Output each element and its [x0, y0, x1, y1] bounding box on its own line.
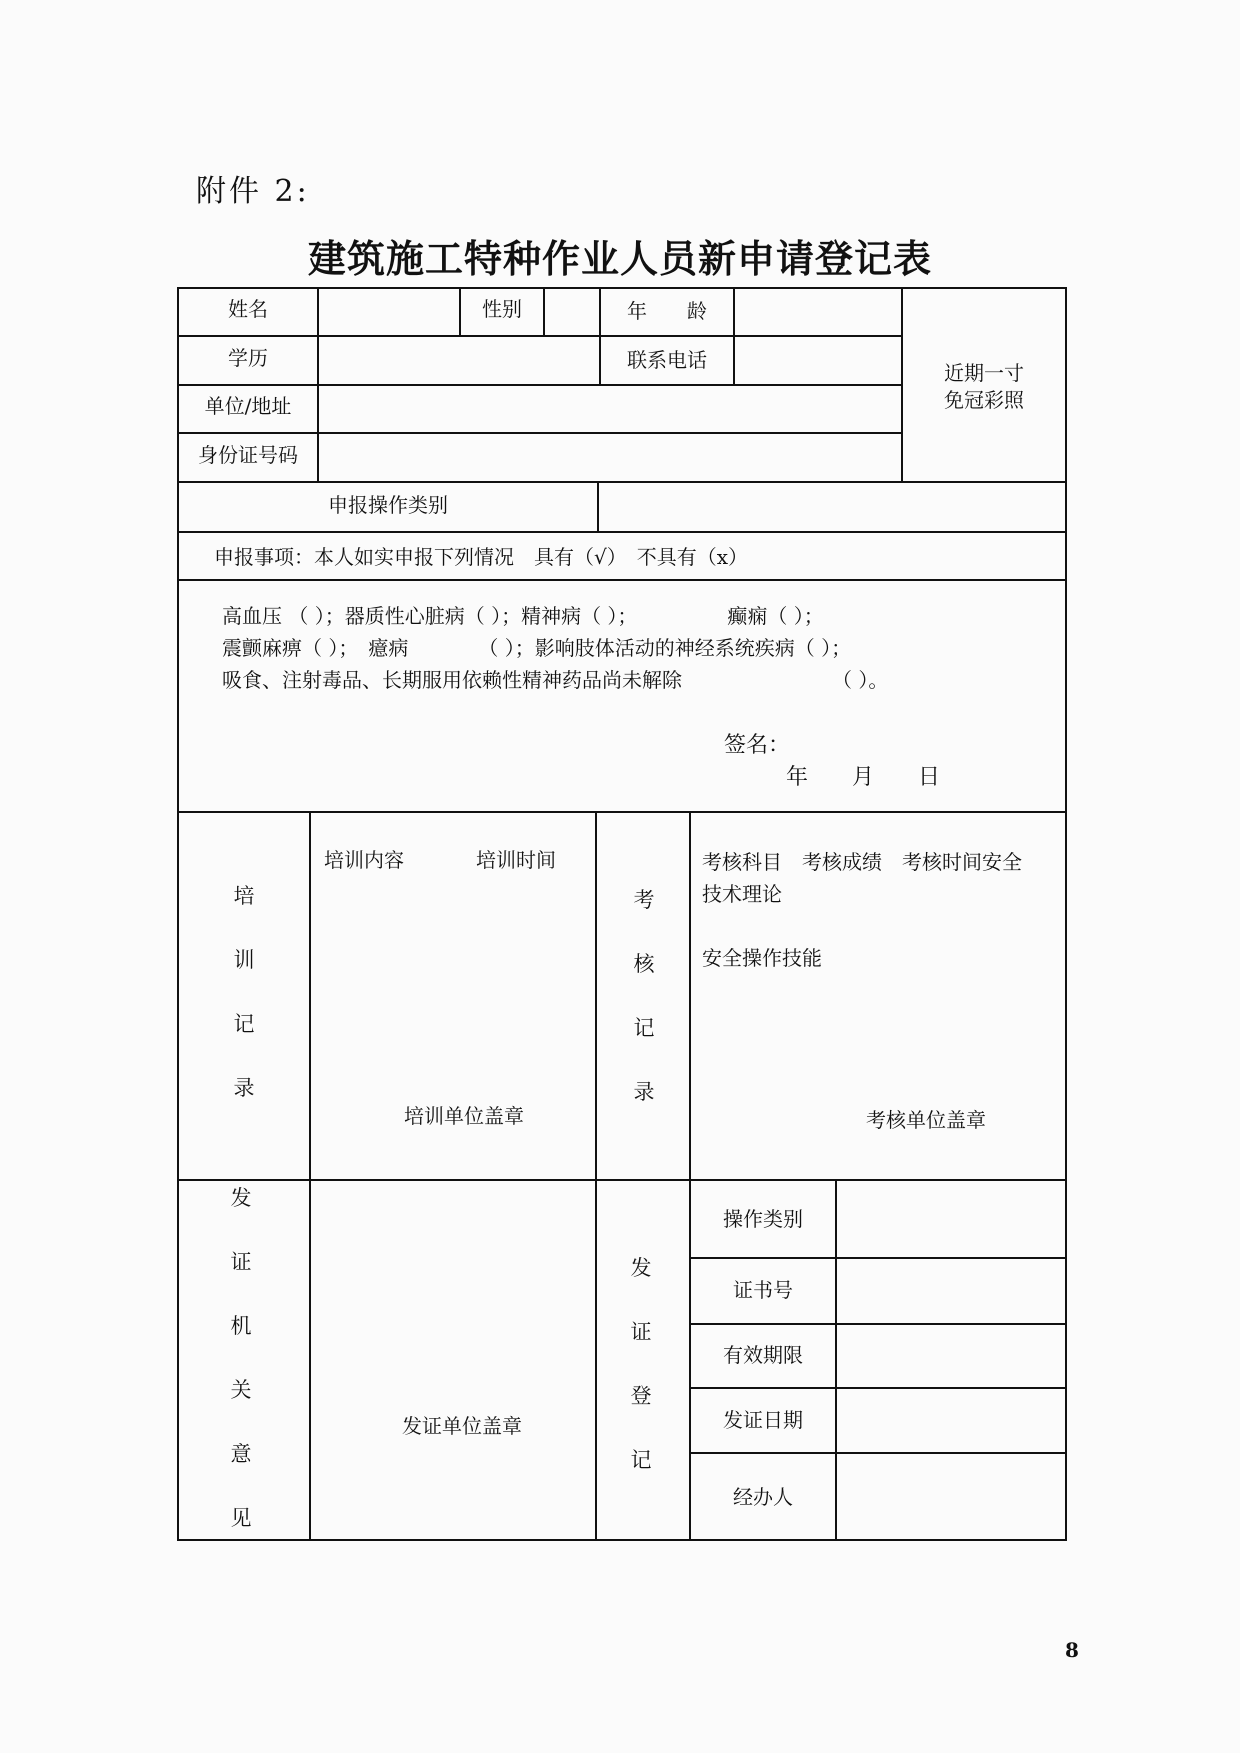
exam-record-label — [629, 884, 659, 1140]
declaration-label: 申报事项：本人如实申报下列情况 具有（√） 不具有（x） — [214, 545, 749, 569]
signature-label: 签名： — [724, 733, 791, 758]
photo-label-line2: 免冠彩照 — [944, 388, 1024, 412]
name-field[interactable] — [318, 290, 460, 334]
cert-number-field[interactable] — [838, 1260, 1064, 1322]
issuing-opinion-field[interactable] — [312, 1182, 594, 1402]
cert-registration-char: 证 — [630, 1320, 652, 1344]
id-number-label: 身份证号码 — [198, 443, 298, 467]
cert-registration-char: 发 — [630, 1256, 652, 1280]
photo-placeholder — [902, 360, 1066, 414]
conditions-line-2: 震颤麻痹（ ）； 癔病 （ ）；影响肢体活动的神经系统疾病（ ）； — [222, 636, 852, 660]
education-label: 学历 — [228, 346, 268, 370]
training-content-label: 培训内容 — [324, 848, 404, 872]
issuing-opinion-char: 发 — [230, 1186, 252, 1210]
issuing-opinion-char: 机 — [230, 1314, 252, 1338]
unit-address-field[interactable] — [318, 387, 900, 431]
cert-row-handler: 经办人 — [733, 1485, 793, 1509]
operation-category-label: 申报操作类别 — [328, 493, 448, 517]
unit-address-label: 单位/地址 — [204, 394, 292, 418]
phone-label: 联系电话 — [627, 348, 707, 372]
exam-header: 考核科目 考核成绩 考核时间安全 — [702, 850, 1022, 874]
form-title: 建筑施工特种作业人员新申请登记表 — [307, 236, 932, 281]
page-number: 8 — [1065, 1638, 1079, 1662]
training-record-char: 录 — [233, 1076, 255, 1100]
exam-skill-label: 安全操作技能 — [702, 946, 822, 970]
conditions-line-3: 吸食、注射毒品、长期服用依赖性精神药品尚未解除 （ ）。 — [222, 668, 889, 692]
exam-result-field[interactable] — [692, 980, 1064, 1090]
cert-registration-char: 记 — [630, 1448, 652, 1472]
training-content-field[interactable] — [312, 872, 594, 1092]
phone-field[interactable] — [734, 338, 900, 383]
cert-handler-field[interactable] — [838, 1455, 1064, 1538]
cert-validity-field[interactable] — [838, 1326, 1064, 1386]
issuing-opinion-label — [226, 1182, 256, 1566]
cert-registration-char: 登 — [630, 1384, 652, 1408]
issuing-opinion-char: 见 — [230, 1506, 252, 1530]
exam-record-char: 记 — [633, 1016, 655, 1040]
age-label: 年 龄 — [627, 299, 707, 323]
training-seal-label: 培训单位盖章 — [404, 1104, 524, 1128]
cert-row-operation-category: 操作类别 — [723, 1207, 803, 1231]
training-record-char: 培 — [233, 884, 255, 908]
cert-row-validity: 有效期限 — [723, 1343, 803, 1367]
operation-category-field[interactable] — [598, 484, 1064, 530]
exam-record-char: 录 — [633, 1080, 655, 1104]
exam-theory-label: 技术理论 — [702, 882, 782, 906]
id-number-field[interactable] — [318, 435, 900, 480]
gender-label: 性别 — [482, 297, 522, 321]
photo-label-line1: 近期一寸 — [944, 361, 1024, 385]
issuing-seal-label: 发证单位盖章 — [402, 1414, 522, 1438]
cert-issue-date-field[interactable] — [838, 1390, 1064, 1451]
issuing-opinion-char: 意 — [230, 1442, 252, 1466]
cert-registration-label — [626, 1252, 656, 1508]
issuing-opinion-char: 关 — [230, 1378, 252, 1402]
training-record-label — [229, 880, 259, 1136]
exam-record-char: 核 — [633, 952, 655, 976]
conditions-line-1: 高血压 （ ）；器质性心脏病（ ）；精神病（ ）； 癫痫（ ）； — [222, 604, 824, 628]
exam-seal-label: 考核单位盖章 — [866, 1108, 986, 1132]
training-time-label: 培训时间 — [476, 848, 556, 872]
training-record-char: 记 — [233, 1012, 255, 1036]
cert-row-cert-number: 证书号 — [733, 1278, 793, 1302]
issuing-opinion-char: 证 — [230, 1250, 252, 1274]
gender-field[interactable] — [544, 290, 600, 334]
name-label: 姓名 — [228, 297, 268, 321]
signature-field[interactable] — [800, 724, 1020, 754]
attachment-label: 附件 2: — [196, 174, 310, 209]
cert-row-issue-date: 发证日期 — [723, 1408, 803, 1432]
age-field[interactable] — [734, 290, 900, 334]
exam-record-char: 考 — [633, 888, 655, 912]
education-field[interactable] — [318, 338, 600, 383]
date-label: 年 月 日 — [786, 765, 941, 790]
training-record-char: 训 — [233, 948, 255, 972]
cert-operation-category-field[interactable] — [838, 1182, 1064, 1256]
